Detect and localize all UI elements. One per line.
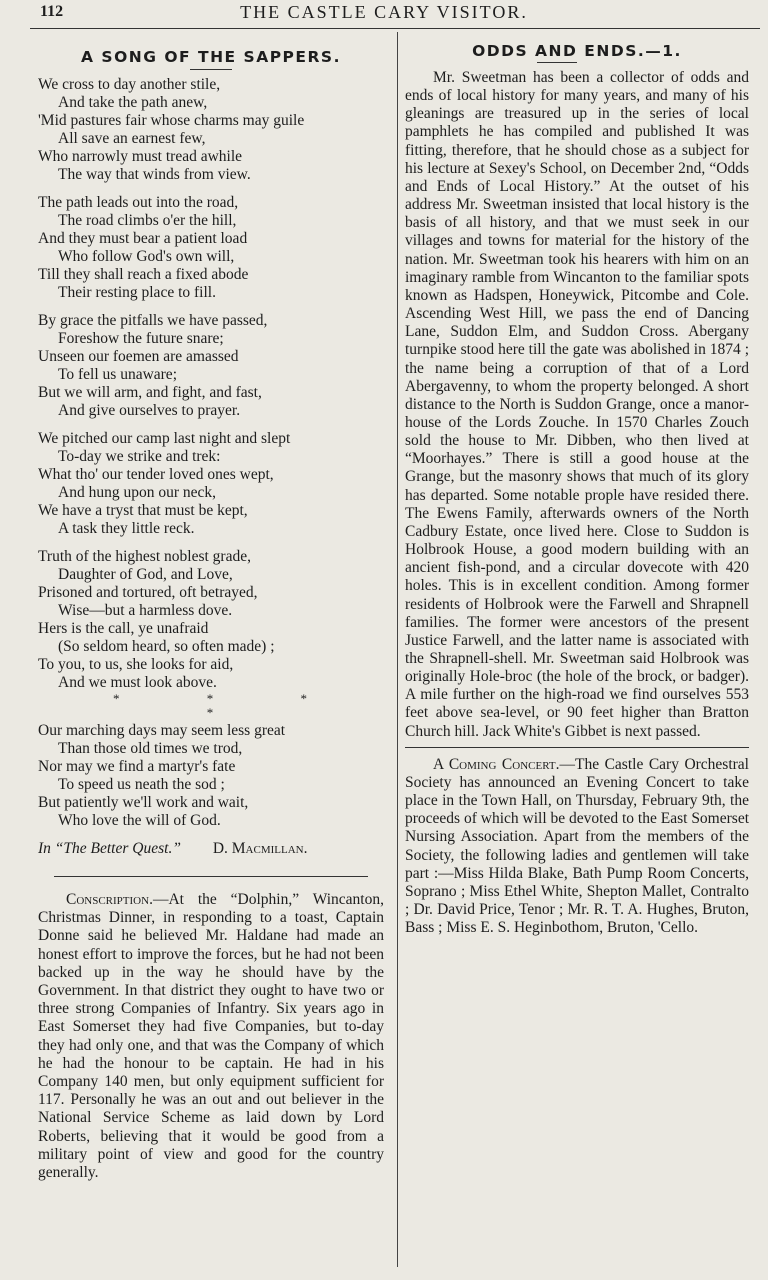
verse-line: But we will arm, and fight, and fast, xyxy=(38,384,262,401)
verse-line: To you, to us, she looks for aid, xyxy=(38,656,234,673)
verse-line: And they must bear a patient load xyxy=(38,230,248,247)
left-column xyxy=(38,36,384,1182)
verse-line: Their resting place to fill. xyxy=(58,284,216,301)
verse-line: Than those old times we trod, xyxy=(58,740,243,757)
song-title: A SONG OF THE SAPPERS. xyxy=(81,48,341,66)
title-rule xyxy=(190,69,232,70)
verse-line: The path leads out into the road, xyxy=(38,194,239,211)
verse-line: 'Mid pastures fair whose charms may guile xyxy=(38,112,305,129)
verse-line: A task they little reck. xyxy=(58,520,195,537)
verse-line: And give ourselves to prayer. xyxy=(58,402,241,419)
section-rule xyxy=(54,876,368,877)
title-rule xyxy=(537,62,577,63)
verse-line: Who follow God's own will, xyxy=(58,248,235,265)
running-title: THE CASTLE CARY VISITOR. xyxy=(240,2,528,22)
header-rule xyxy=(30,28,760,29)
verse-line: Our marching days may seem less great xyxy=(38,722,286,739)
verse-line: To-day we strike and trek: xyxy=(58,448,221,465)
verse-line: Prisoned and tortured, oft betrayed, xyxy=(38,584,258,601)
odds-paragraph: Mr. Sweetman has been a collector of odds and ends of local history for many years, and many of his gleanings are treasured up in the series of local pamphlets he has compiled and published It was fitting, therefore, that he should chose as a subject for his lecture at Sexey's School, on December 2nd, “Odds and Ends of Local History.” At the outset of his address Mr. Sweetman insisted that local history is the basis of all history, and that we must seek in our villages and towns for material for the history of the nation. Mr. Sweetman took his hearers with him on an imaginary ramble from Wincanton to the familiar spots known as Hadspen, Honeywick, Pitcombe and Cole. Ascending West Hill, we pass the end of Dancing Lane, Suddon Elm, and Suddon Cross. Abergany turnpike stood here till the gate was abolished in 1874 ; the name being a corruption of that of a Lord Abergavenny, to whom the property belonged. A short distance to the North is Suddon Grange, once a manor-house of the Lords Zouche. In 1570 Charles Zouch sold the house to Mr. Dibben, who then lived at “Moorhayes.” There is still a good house at the Grange, but the masonry shows that much of its glory has departed. Some notable prople have resided there. The Ewens Family, afterwards owners of the North Cadbury Estate, once lived here. Close to Suddon is Holbrook House, a good modern building with an ancient fish-pond, and a circular dovecote with 420 holes. This is in excellent condition. Among former residents of Holbrook were the Farwell and Shrapnell families. The former were ancestors of the present Justice Farwell, and the latter name is associated with the Shrapnell-shell. Mr. Sweetman said Holbrook was originally Hole-broc (the hole of the brock, or badger). A mile further on the high-road we find ourselves 553 feet above sea-level, or 90 feet higher than Bratton Church hill. Jack White's Gibbet is next passed. xyxy=(405,69,749,740)
verse-line: Foreshow the future snare; xyxy=(58,330,224,347)
stanza xyxy=(38,548,384,692)
stanza xyxy=(38,722,384,830)
verse-line: To fell us unaware; xyxy=(58,366,177,383)
verse-line: We cross to day another stile, xyxy=(38,76,221,93)
verse-line: And take the path anew, xyxy=(58,94,208,111)
section-stars: * * * * xyxy=(113,691,349,720)
verse-line: And hung upon our neck, xyxy=(58,484,216,501)
stanza xyxy=(38,194,384,302)
stanza xyxy=(38,312,384,420)
verse-line: What tho' our tender loved ones wept, xyxy=(38,466,274,483)
verse-line: We have a tryst that must be kept, xyxy=(38,502,248,519)
concert-paragraph xyxy=(405,756,749,938)
verse-line: Till they shall reach a fixed abode xyxy=(38,266,249,283)
verse-line: The way that winds from view. xyxy=(58,166,251,183)
song-author: D. Macmillan. xyxy=(212,840,308,857)
concert-lead: A Coming Concert. xyxy=(433,755,560,773)
right-column xyxy=(405,36,749,937)
verse-line: Who narrowly must tread awhile xyxy=(38,148,243,165)
verse-line: Who love the will of God. xyxy=(58,812,221,829)
verse-line: Nor may we find a martyr's fate xyxy=(38,758,236,775)
concert-text: —The Castle Cary Orchestral Society has announced an Evening Concert to take place in the Town Hall, on Thursday, February 9th, the proceeds of which will be devoted to the East Somerset Nursing Association. Apart from the members of the Society, the following ladies and gentlemen will take part :—Miss Hilda Blake, Bath Pump Room Concerts, Soprano ; Miss Ethel White, Shepton Mallet, Contralto ; Dr. David Price, Tenor ; Mr. R. T. A. Hughes, Bruton, Bass ; Miss E. S. Heginbothom, Bruton, 'Cello. xyxy=(405,755,749,937)
verse-line: (So seldom heard, so often made) ; xyxy=(58,638,275,655)
verse-line: By grace the pitfalls we have passed, xyxy=(38,312,268,329)
song-credit xyxy=(38,840,384,858)
stanza xyxy=(38,430,384,538)
verse-line: Hers is the call, ye unafraid xyxy=(38,620,209,637)
verse-line: To speed us neath the sod ; xyxy=(58,776,225,793)
verse-line: All save an earnest few, xyxy=(58,130,206,147)
section-rule xyxy=(405,747,749,748)
verse-line: Daughter of God, and Love, xyxy=(58,566,233,583)
conscription-paragraph xyxy=(38,891,384,1182)
song-source: In “The Better Quest.” xyxy=(38,840,181,857)
column-divider xyxy=(397,32,398,1267)
page-header xyxy=(0,0,768,26)
conscription-text: —At the “Dolphin,” Wincanton, Christmas Dinner, in responding to a toast, Captain Donne said he believed Mr. Haldane had made an honest effort to improve the forces, but he had not been backed up in the way he should have by the Government. In that district they ought to have two or three strong Companies of Infantry. Six years ago in East Somerset they had five Companies, but to-day they had only one, and that was the Company of which he had the honour to be captain. He had in his Company 140 men, but only equipment sufficient for 117. Personally he was an out and out believer in the National Service Scheme as laid down by Lord Roberts, believing that it would be good from a military point of view and good for the country generally. xyxy=(38,891,384,1182)
odds-title: ODDS AND ENDS.—1. xyxy=(472,42,682,60)
verse-line: And we must look above. xyxy=(58,674,217,691)
page-number: 112 xyxy=(40,3,64,20)
conscription-lead: Conscription. xyxy=(66,891,153,908)
verse-line: But patiently we'll work and wait, xyxy=(38,794,249,811)
stanza xyxy=(38,76,384,184)
verse-line: Unseen our foemen are amassed xyxy=(38,348,239,365)
verse-line: We pitched our camp last night and slept xyxy=(38,430,291,447)
verse-line: The road climbs o'er the hill, xyxy=(58,212,237,229)
verse-line: Truth of the highest noblest grade, xyxy=(38,548,251,565)
verse-line: Wise—but a harmless dove. xyxy=(58,602,233,619)
